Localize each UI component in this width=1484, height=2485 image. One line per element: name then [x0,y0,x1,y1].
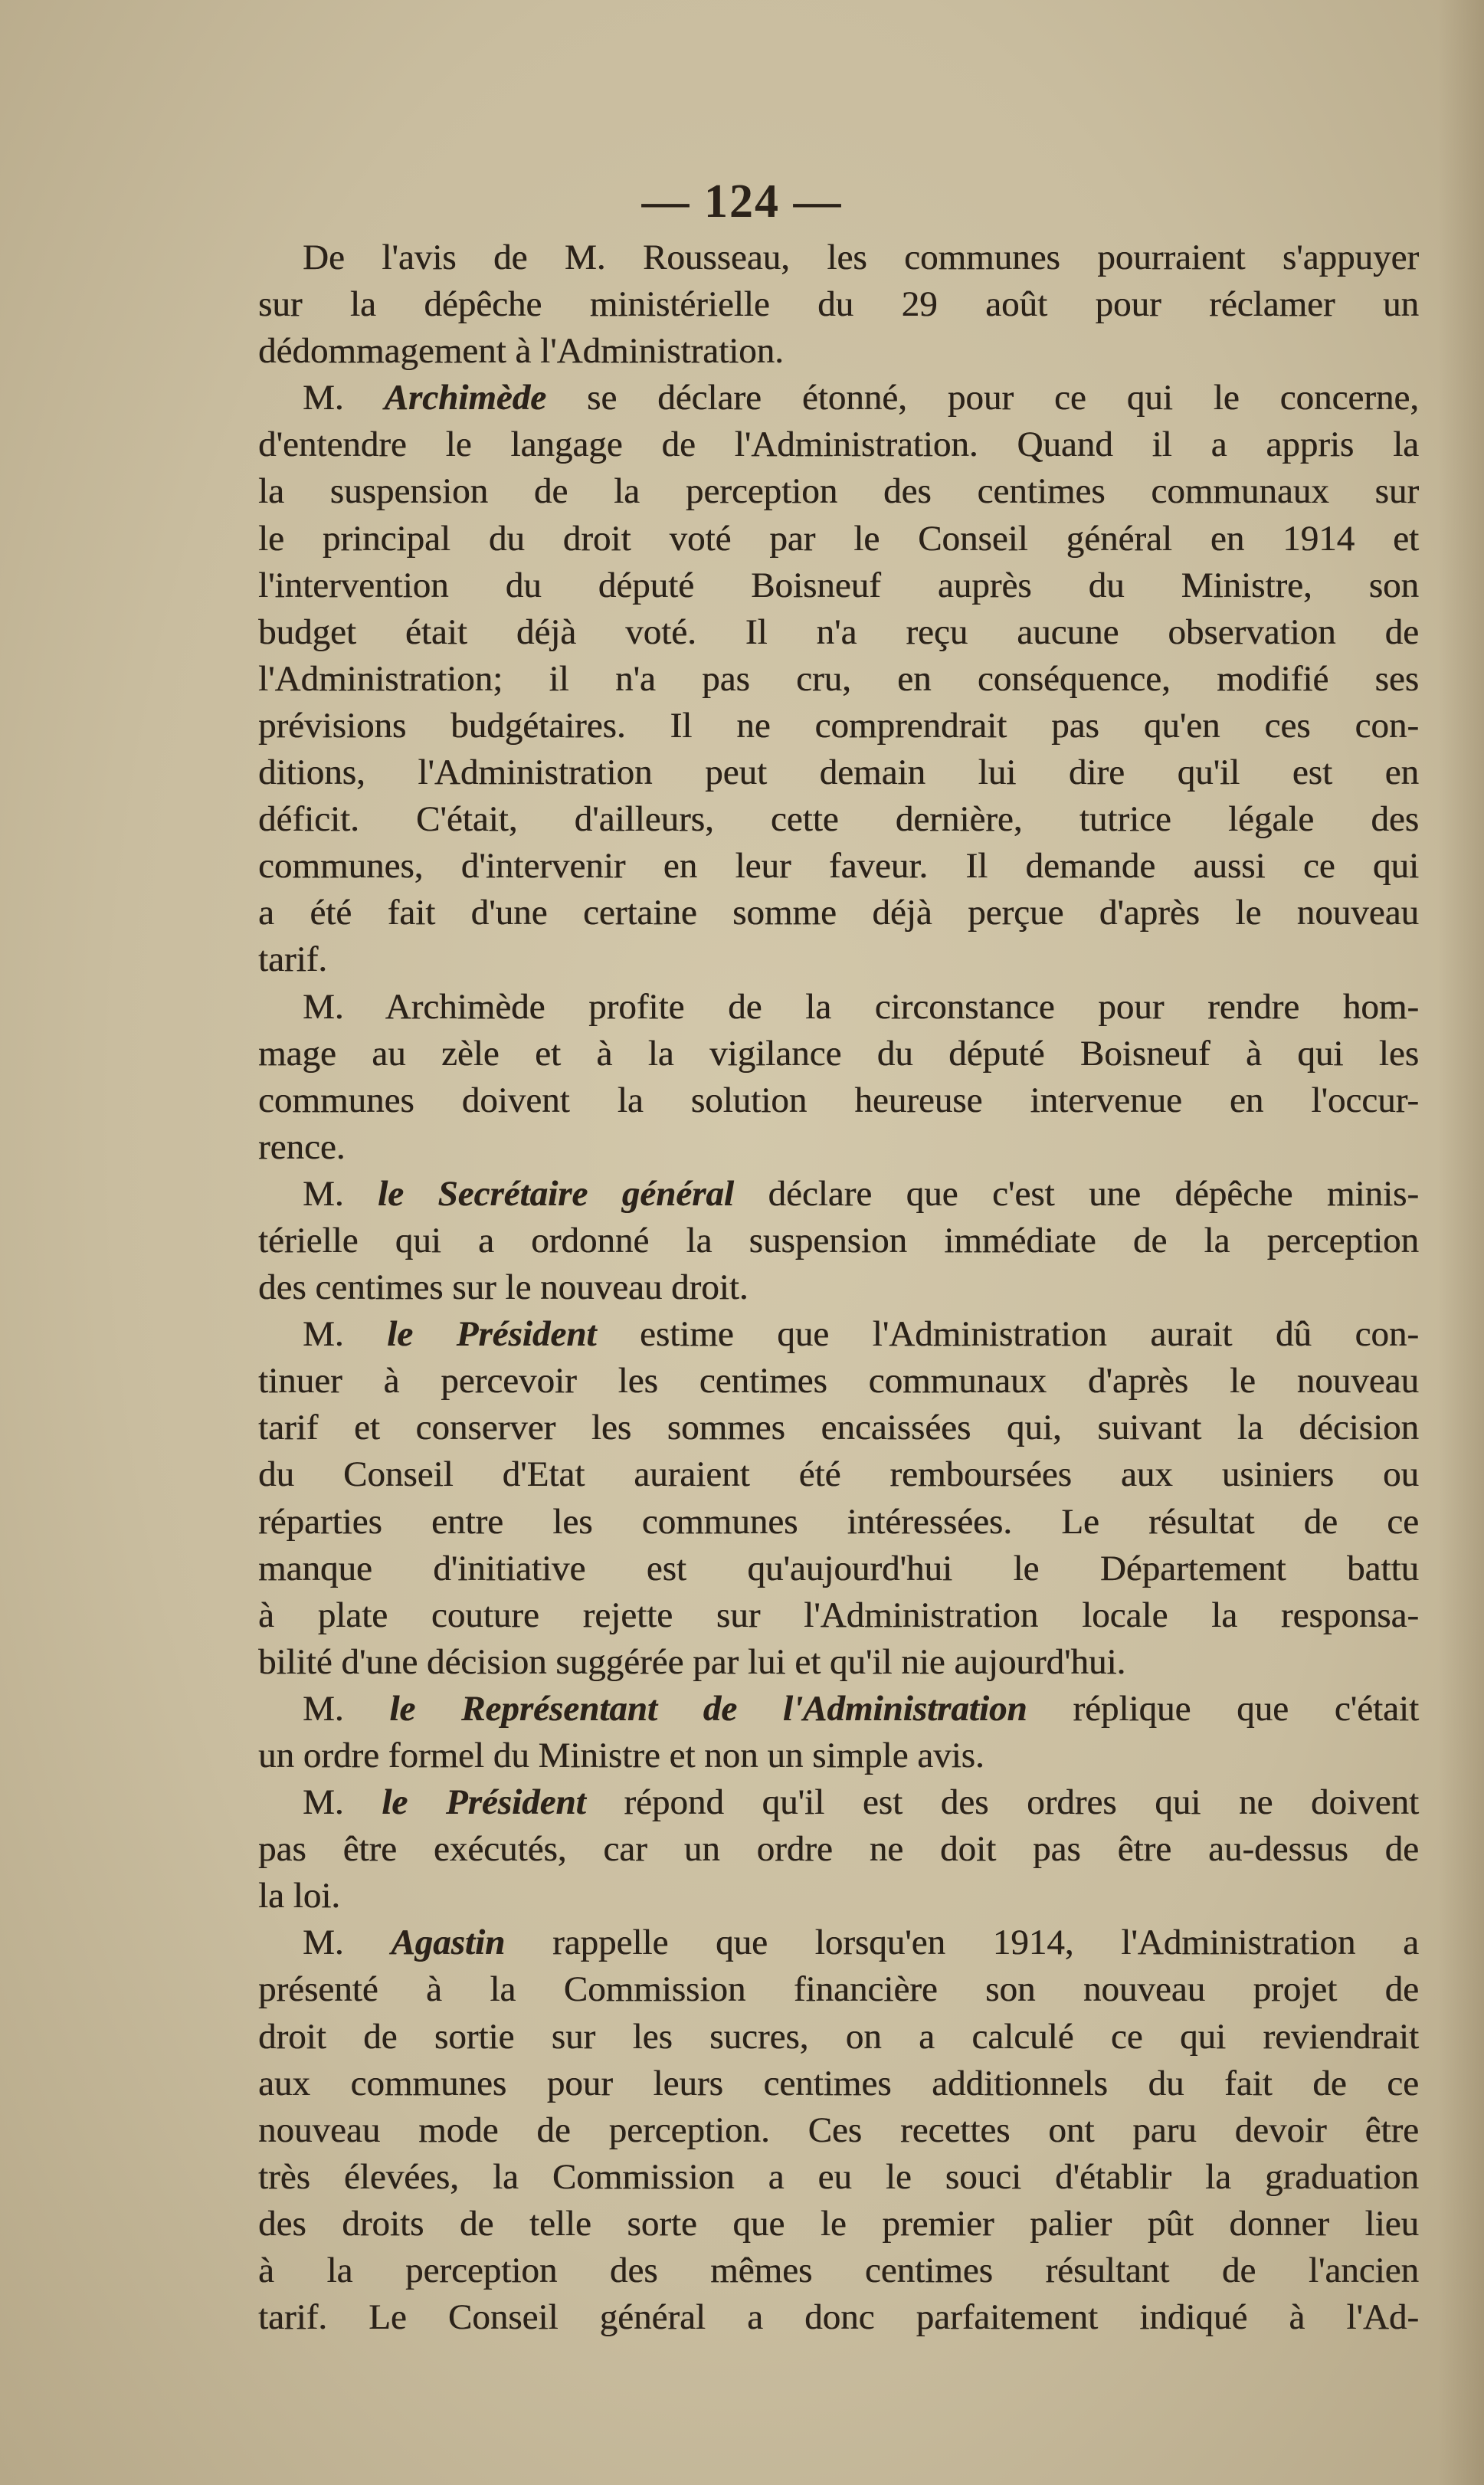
text-segment: à la perception des mêmes centimes résultant de l'ancien [258,2251,1419,2291]
text-line [258,421,1419,468]
text-segment: rence. [258,1126,346,1167]
text-line [258,703,1419,749]
text-line [258,2060,1419,2107]
text-segment: le principal du droit voté par le Conseil général en 1914 et [258,518,1419,559]
text-segment: communes, d'intervenir en leur faveur. Il demande aussi ce qui [258,846,1419,887]
text-line [258,2201,1419,2247]
speaker-name: le Président [387,1314,597,1355]
text-segment: à plate couture rejette sur l'Administration locale la responsa- [258,1595,1419,1635]
text-line [258,609,1419,656]
text-line [258,516,1419,562]
text-line [258,1031,1419,1077]
text-line [258,1311,1419,1358]
text-segment: prévisions budgétaires. Il ne comprendrait pas qu'en ces con- [258,705,1419,746]
text-line [258,1499,1419,1546]
text-segment: aux communes pour leurs centimes additionnels du fait de ce [258,2063,1419,2103]
text-segment: a été fait d'une certaine somme déjà perçue d'après le nouveau [258,893,1419,933]
text-line [258,375,1419,421]
text-line [258,1077,1419,1124]
text-segment: M. [303,1688,390,1729]
text-segment: réplique que c'était [1027,1688,1420,1729]
text-line [258,562,1419,609]
text-line [258,1405,1419,1451]
text-segment: budget était déjà voté. Il n'a reçu aucune observation de [258,611,1419,652]
text-line [258,984,1419,1031]
text-segment: tinuer à percevoir les centimes communaux d'après le nouveau [258,1361,1419,1402]
text-line [258,2247,1419,2294]
text-segment: réparties entre les communes intéressées. Le résultat de ce [258,1501,1419,1542]
text-segment: térielle qui a ordonné la suspension immédiate de la perception [258,1220,1419,1261]
text-segment: du Conseil d'Etat auraient été remboursées aux usiniers ou [258,1454,1419,1495]
text-segment: dédommagement à l'Administration. [258,331,784,372]
text-segment: sur la dépêche ministérielle du 29 août pour réclamer un [258,284,1419,325]
text-line [258,1358,1419,1405]
text-line [258,936,1419,983]
text-segment: l'intervention du député Boisneuf auprès du Ministre, son [258,565,1419,605]
text-segment: M. Archimède profite de la circonstance pour rendre hom- [303,986,1419,1027]
speaker-name: le Secrétaire général [378,1173,734,1214]
text-segment: répond qu'il est des ordres qui ne doivent [585,1782,1420,1823]
text-line [258,2107,1419,2154]
text-line [258,328,1419,375]
body-text [258,234,1419,2341]
text-segment: M. [303,1782,382,1823]
text-line [258,1733,1419,1779]
text-segment: estime que l'Administration aurait dû con- [596,1314,1420,1355]
text-line [258,468,1419,515]
text-line [258,749,1419,796]
text-line [258,234,1419,281]
text-segment: nouveau mode de perception. Ces recettes ont paru devoir être [258,2110,1419,2150]
text-segment: tarif. Le Conseil général a donc parfaitement indiqué à l'Ad- [258,2297,1419,2338]
text-segment: présenté à la Commission financière son nouveau projet de [258,1969,1419,2010]
text-line [258,1218,1419,1264]
text-segment: M. [303,1173,378,1214]
text-line [258,1264,1419,1311]
text-line [258,1779,1419,1826]
text-segment: déclare que c'est une dépêche minis- [733,1173,1419,1214]
text-line [258,2014,1419,2060]
text-segment: des centimes sur le nouveau droit. [258,1267,749,1308]
text-segment: rappelle que lorsqu'en 1914, l'Administration a [505,1923,1419,1963]
text-line [258,1826,1419,1873]
speaker-name: le Représentant de l'Administration [389,1688,1027,1729]
text-line [258,1451,1419,1498]
text-segment: tarif et conserver les sommes encaissées qui, suivant la décision [258,1408,1419,1448]
text-line [258,1546,1419,1592]
text-line [258,2294,1419,2341]
text-segment: M. [303,1314,388,1355]
text-segment: ditions, l'Administration peut demain lui dire qu'il est en [258,752,1419,793]
page-edge-shadow [1438,0,1484,2485]
text-line [258,1966,1419,2013]
text-segment: droit de sortie sur les sucres, on a calculé ce qui reviendrait [258,2016,1419,2057]
text-segment: pas être exécutés, car un ordre ne doit pas être au-dessus de [258,1829,1419,1870]
text-segment: se déclare étonné, pour ce qui le concerne, [546,378,1420,418]
text-segment: tarif. [258,939,328,980]
speaker-name: le Président [382,1782,586,1823]
text-line [258,1639,1419,1686]
text-segment: un ordre formel du Ministre et non un simple avis. [258,1736,984,1775]
text-line [258,1873,1419,1919]
text-line [258,281,1419,328]
text-segment: l'Administration; il n'a pas cru, en conséquence, modifié ses [258,658,1419,699]
speaker-name: Agastin [391,1923,506,1963]
text-line [258,1592,1419,1639]
text-segment: De l'avis de M. Rousseau, les communes pourraient s'appuyer [303,238,1419,277]
text-segment: très élevées, la Commission a eu le souci d'établir la graduation [258,2156,1419,2197]
text-line [258,1686,1419,1733]
text-segment: la loi. [258,1876,341,1916]
speaker-name: Archimède [384,378,547,418]
text-segment: des droits de telle sorte que le premier palier pût donner lieu [258,2203,1419,2244]
text-line [258,1171,1419,1218]
text-line [258,1124,1419,1171]
text-line [258,843,1419,890]
text-segment: communes doivent la solution heureuse intervenue en l'occur- [258,1080,1419,1120]
page-number: — 124 — [641,175,843,228]
text-line [258,890,1419,936]
text-segment: manque d'initiative est qu'aujourd'hui le Département battu [258,1548,1419,1588]
text-segment: bilité d'une décision suggérée par lui et qu'il nie aujourd'hui. [258,1641,1126,1682]
text-segment: M. [303,378,385,418]
text-segment: M. [303,1923,391,1963]
text-segment: mage au zèle et à la vigilance du député Boisneuf à qui les [258,1033,1419,1074]
text-segment: d'entendre le langage de l'Administration. Quand il a appris la [258,425,1419,465]
text-line [258,796,1419,843]
text-segment: déficit. C'était, d'ailleurs, cette dernière, tutrice légale des [258,799,1419,840]
text-segment: la suspension de la perception des centimes communaux sur [258,471,1419,512]
text-line [258,1919,1419,1966]
text-line [258,656,1419,703]
text-line [258,2154,1419,2201]
